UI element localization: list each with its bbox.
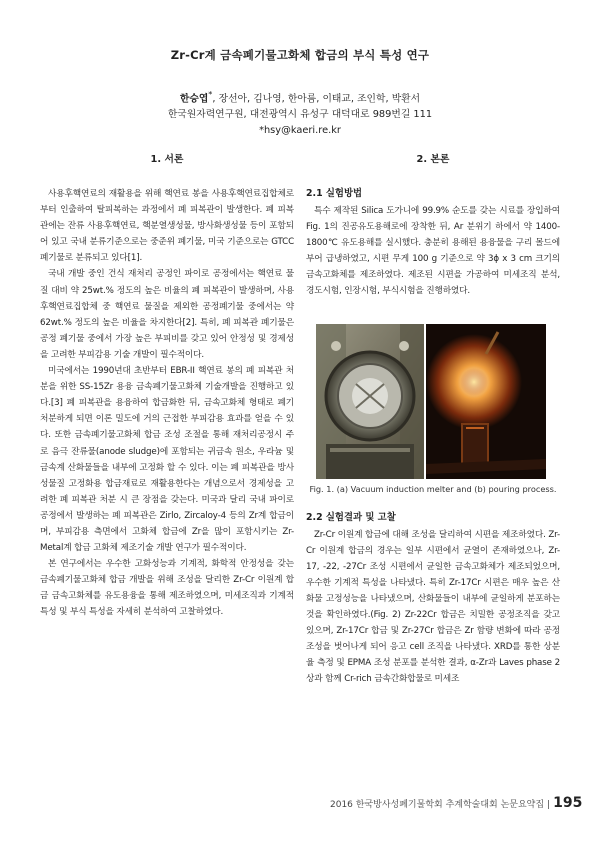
subsection-heading-method: 2.1 실험방법: [306, 188, 363, 199]
lead-author: 한승엽: [179, 93, 209, 105]
subsection-heading-results: 2.2 실험결과 및 고찰: [306, 511, 396, 523]
results-paragraph: Zr-Cr 이원계 합금에 대해 조성을 달리하여 시편을 제조하였다. Zr-Cr 이원계 합금의 경우는 일부 시편에서 균열이 존재하였으나, Zr-17, -22, -27Cr 조성 시편에서 균일한 금속고화체가 제조되었으며, 우수한 기계적 특성을 나타냈다. 특히 Zr-17Cr 시편은 매우 높은 산화물 고정성능을 나타냈으며, 산화물들이 내부에 균일하게 분포하는 것을 확인하였다.(Fig. 2) Zr-22Cr 합금은 치밀한 공정조직을 갖고 있으며, Zr-17Cr 합금 및 Zr-27Cr 합금은 Zr 함량 변화에 따라 공정조성을 벗어나게 되어 응고 cell 조직을 나타냈다. XRD를 통한 상분율 측정 및 EPMA 조성 분포를 분석한 결과, α-Zr과 Laves phase 2상과 함께 Cr-rich 금속간화합물로 미세조: [306, 529, 560, 685]
conference-name: 2016 한국방사성폐기물학회 추계학술대회 논문요약집: [330, 800, 545, 810]
author-email: *hsy@kaeri.re.kr: [259, 125, 341, 137]
paper-title: Zr-Cr계 금속폐기물고화체 합금의 부식 특성 연구: [170, 48, 430, 62]
page-footer: [330, 795, 583, 811]
figure-1-caption: Fig. 1. (a) Vacuum induction melter and (b) pouring process.: [309, 483, 557, 494]
footer-separator: |: [547, 800, 551, 810]
author-block: [0, 86, 600, 139]
affiliation: 한국원자력연구원, 대전광역시 유성구 대덕대로 989번길 111: [167, 109, 433, 121]
section-heading-main: 2. 본론: [416, 154, 450, 165]
left-column: [40, 154, 294, 621]
author-list: [0, 86, 600, 107]
intro-paragraph: 국내 개발 중인 건식 재처리 공정인 파이로 공정에서는 핵연료 물질 대비 약 25wt.% 정도의 높은 비율의 폐 피복관이 발생하며, 사용후핵연료집합체 중 핵연료 물질을 제외한 공정폐기물 중에서는 약 62wt.% 정도의 높은 비율을 차지한다[2]. 특히, 폐 피복관 폐기물은 공정 폐기물 중에서 가장 높은 부피비를 갖고 있어 안정성 및 경제성을 고려한 부피감용 기술 개발이 필수적이다.: [40, 269, 294, 360]
intro-paragraph: 미국에서는 1990년대 초반부터 EBR-II 핵연료 봉의 폐 피복관 처분을 위한 SS-15Zr 용융 금속폐기물고화체 기술개발을 진행하고 있다.[3] 폐 피복관을 용융하여 합금화한 뒤, 금속고화체 형태로 폐기 처분하게 되면 이론 밀도에 거의 근접한 부피감용 효과를 얻을 수 있다. 또한 금속폐기물고화체 합금 조성 조절을 통해 재처리공정시 주로 음극 잔류물(anode sludge)에 포함되는 귀금속 원소, 우라늄 및 금속계 산화물들을 내부에 고정화 할 수 있다. 이는 폐 피복관을 방사성물질 고정화용 합금재료로 재활용한다는 개념으로서 경제성을 고려한 폐 피복관 처분 시 큰 장점을 갖는다. 미국과 달리 국내 파이로 공정에서 발생하는 폐 피복관은 Zirlo, Zircaloy-4 등의 Zr계 합금이며, 부피감용 측면에서 고화체 합금에 Zr을 많이 포함시키는 Zr-Metal계 합금 고화체 제조기술 개발 연구가 필수적이다.: [40, 366, 294, 554]
pouring-process-photo: [426, 324, 546, 479]
intro-paragraph: 본 연구에서는 우수한 고화성능과 기계적, 화학적 안정성을 갖는 금속폐기물고화체 합금 개발을 위해 조성을 달리한 Zr-Cr 이원계 합금 금속고화체를 유도용융을 통해 제조하였으며, 미세조직과 기계적 특성 및 부식 특성을 자세히 분석하여 고찰하였다.: [40, 559, 294, 618]
co-authors: , 장선아, 김나영, 한아름, 이태교, 조인학, 박환서: [212, 93, 421, 105]
method-paragraph: 특수 제작된 Silica 도가니에 99.9% 순도를 갖는 시료를 장입하여 Fig. 1의 진공유도용해로에 장착한 뒤, Ar 분위기 하에서 약 1400-1800℃ 유도용해를 실시했다. 충분히 용해된 용융물을 구리 몰드에 부어 급냉하였고, 시편 무게 100 g 기준으로 약 3ϕ x 3 cm 크기의 금속고화체를 제조하였다. 제조된 시편을 가공하여 미세조직 분석, 경도시험, 인장시험, 부식시험을 진행하였다.: [306, 206, 560, 297]
right-column: [306, 154, 560, 688]
corresponding-mark: *: [208, 89, 213, 99]
vacuum-induction-melter-photo: [316, 324, 424, 479]
figure-1: [306, 324, 560, 479]
section-heading-introduction: 1. 서론: [150, 154, 184, 165]
page-number: 195: [553, 795, 583, 811]
intro-paragraph: 사용후핵연료의 재활용을 위해 핵연료 봉을 사용후핵연료집합체로부터 인출하여 탈피복하는 과정에서 폐 피복관이 발생한다. 폐 피복관에는 잔류 사용후핵연료, 핵분열생성물, 방사화생성물 등이 포함되어 있고 국내 분류기준으로는 중준위 폐기물, 미국 기준으로는 GTCC 폐기물로 분류되고 있다[1].: [40, 189, 294, 264]
